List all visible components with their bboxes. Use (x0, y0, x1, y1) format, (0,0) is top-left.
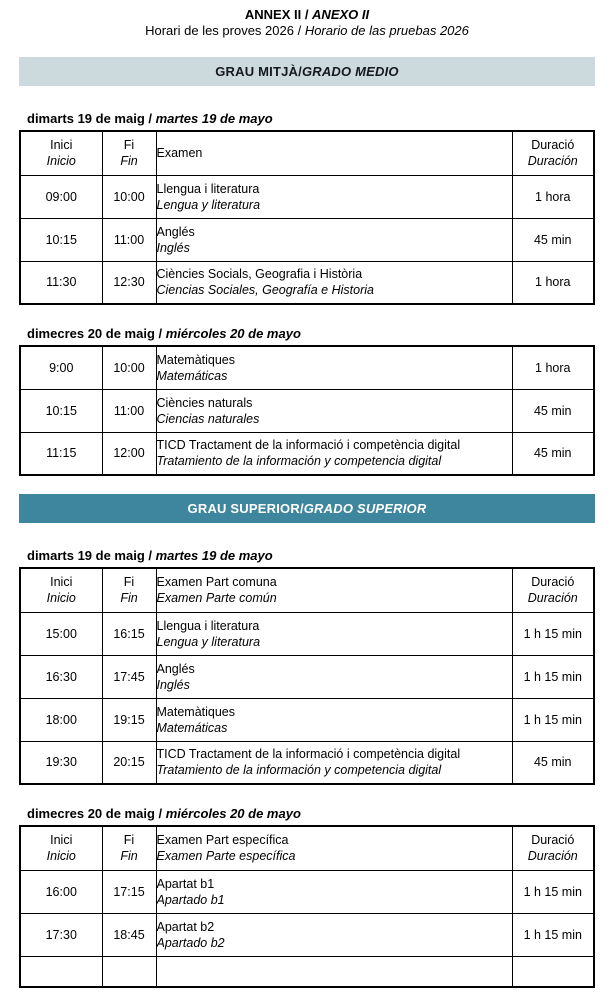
exam-name-ca: Llengua i literatura (156, 618, 260, 633)
exam-name-cell (156, 655, 512, 698)
day-heading-ca: dimecres 20 de maig (27, 806, 155, 821)
duration-cell: 45 min (512, 218, 594, 261)
document-title-es: ANEXO II (312, 7, 370, 22)
header-row (20, 826, 594, 870)
end-time-cell: 19:15 (102, 698, 156, 741)
header-row (20, 568, 594, 612)
end-header-cell-es: Fin (120, 591, 138, 606)
duration-cell: 1 h 15 min (512, 612, 594, 655)
exam-name-ca: Ciències Socials, Geografia i Història (156, 267, 363, 282)
exam-row (20, 612, 594, 655)
day-heading-es: martes 19 de mayo (155, 548, 273, 563)
start-time-cell: 11:15 (20, 432, 102, 475)
end-header-cell-ca: Fi (123, 833, 135, 848)
exam-name-ca: Anglés (156, 224, 195, 239)
end-time-cell: 11:00 (102, 389, 156, 432)
end-time-cell: 10:00 (102, 175, 156, 218)
section-banner-separator: / (299, 501, 304, 516)
exam-schedule-table (19, 567, 595, 785)
document-subtitle (19, 23, 595, 39)
day-heading-separator: / (144, 111, 156, 126)
day-heading (27, 326, 595, 341)
end-time-cell: 12:00 (102, 432, 156, 475)
start-header-cell-ca: Inici (50, 138, 73, 153)
exam-name-ca: TICD Tractament de la informació i competència digital (156, 438, 461, 453)
exam-name-cell (156, 218, 512, 261)
end-header-cell-es: Fin (120, 849, 138, 864)
exam-header-cell-es: Examen Parte específica (156, 849, 296, 864)
exam-name-ca: Ciències naturals (156, 395, 253, 410)
end-time-cell: 17:45 (102, 655, 156, 698)
start-header-cell-ca: Inici (50, 575, 73, 590)
start-time-cell: 09:00 (20, 175, 102, 218)
day-heading-separator: / (144, 548, 156, 563)
exam-row (20, 741, 594, 784)
exam-row (20, 432, 594, 475)
exam-name-cell (156, 612, 512, 655)
end-header-cell-es: Fin (120, 154, 138, 169)
exam-name-ca: Apartat b1 (156, 876, 215, 891)
document-subtitle-ca: Horari de les proves 2026 (145, 23, 294, 38)
document-subtitle-es: Horario de las pruebas 2026 (304, 23, 469, 38)
duration-header-cell-ca: Duració (531, 138, 575, 153)
exam-name-es: Tratamiento de la información y competencia digital (156, 763, 442, 778)
start-time-cell: 16:30 (20, 655, 102, 698)
day-heading-separator: / (154, 326, 166, 341)
exam-name-es: Inglés (156, 240, 190, 255)
start-header-cell (20, 131, 102, 175)
end-header-cell (102, 826, 156, 870)
duration-cell: 1 hora (512, 175, 594, 218)
exam-row (20, 870, 594, 913)
exam-name-es: Apartado b2 (156, 935, 225, 950)
end-time-cell: 18:45 (102, 913, 156, 956)
exam-header-cell (156, 826, 512, 870)
exam-name-cell (156, 870, 512, 913)
start-time-cell: 18:00 (20, 698, 102, 741)
end-time-cell: 10:00 (102, 346, 156, 389)
duration-cell: 1 h 15 min (512, 698, 594, 741)
day-heading-ca: dimecres 20 de maig (27, 326, 155, 341)
start-time-cell: 11:30 (20, 261, 102, 304)
exam-schedule-table (19, 345, 595, 476)
duration-cell: 1 h 15 min (512, 913, 594, 956)
exam-header-cell (156, 131, 512, 175)
document-title-ca: ANNEX II (244, 7, 302, 22)
day-heading-es: martes 19 de mayo (155, 111, 273, 126)
exam-header-cell-es: Examen Parte común (156, 591, 277, 606)
section-banner-label-ca: GRAU SUPERIOR (187, 501, 300, 516)
duration-cell: 1 hora (512, 261, 594, 304)
exam-row (20, 389, 594, 432)
exam-row (20, 655, 594, 698)
exam-row (20, 698, 594, 741)
exam-name-es: Inglés (156, 677, 190, 692)
section-banner (19, 494, 595, 523)
duration-header-cell (512, 131, 594, 175)
exam-schedule-table (19, 825, 595, 988)
exam-name-es: Apartado b1 (156, 892, 225, 907)
end-time-cell: 11:00 (102, 218, 156, 261)
start-time-cell: 10:15 (20, 218, 102, 261)
duration-header-cell-ca: Duració (531, 575, 575, 590)
duration-cell: 1 hora (512, 346, 594, 389)
exam-name-cell (156, 432, 512, 475)
day-heading-ca: dimarts 19 de maig (27, 111, 145, 126)
day-heading-es: miércoles 20 de mayo (165, 806, 301, 821)
end-time-cell: 16:15 (102, 612, 156, 655)
exam-name-ca: TICD Tractament de la informació i competència digital (156, 747, 461, 762)
exam-name-ca: Matemàtiques (156, 704, 236, 719)
end-time-cell (102, 956, 156, 987)
start-time-cell (20, 956, 102, 987)
exam-name-es: Matemáticas (156, 720, 228, 735)
sections-container (19, 57, 595, 988)
exam-header-cell-ca: Examen Part específica (156, 833, 289, 848)
end-header-cell (102, 131, 156, 175)
start-header-cell-es: Inicio (46, 154, 76, 169)
exam-name-cell (156, 261, 512, 304)
exam-schedule-table (19, 130, 595, 305)
exam-name-cell (156, 389, 512, 432)
exam-name-cell (156, 175, 512, 218)
exam-name-cell (156, 698, 512, 741)
day-heading-separator: / (154, 806, 166, 821)
exam-name-cell (156, 741, 512, 784)
duration-cell (512, 956, 594, 987)
exam-name-ca: Matemàtiques (156, 352, 236, 367)
duration-header-cell-es: Duración (527, 849, 578, 864)
start-header-cell (20, 568, 102, 612)
end-time-cell: 20:15 (102, 741, 156, 784)
day-heading (27, 111, 595, 126)
duration-cell: 45 min (512, 389, 594, 432)
exam-row (20, 913, 594, 956)
start-time-cell: 15:00 (20, 612, 102, 655)
exam-name-es: Matemáticas (156, 368, 228, 383)
section-banner (19, 57, 595, 86)
start-time-cell: 9:00 (20, 346, 102, 389)
end-header-cell (102, 568, 156, 612)
exam-name-cell (156, 346, 512, 389)
header-row (20, 131, 594, 175)
start-header-cell (20, 826, 102, 870)
duration-header-cell-es: Duración (527, 591, 578, 606)
start-header-cell-es: Inicio (46, 849, 76, 864)
start-header-cell-es: Inicio (46, 591, 76, 606)
exam-name-es: Tratamiento de la información y competencia digital (156, 454, 442, 469)
day-heading-es: miércoles 20 de mayo (165, 326, 301, 341)
exam-name-ca: Llengua i literatura (156, 181, 260, 196)
exam-name-cell (156, 956, 512, 987)
start-time-cell: 16:00 (20, 870, 102, 913)
start-header-cell-ca: Inici (50, 833, 73, 848)
end-time-cell: 12:30 (102, 261, 156, 304)
duration-header-cell (512, 568, 594, 612)
exam-name-es: Lengua y literatura (156, 634, 261, 649)
day-heading-ca: dimarts 19 de maig (27, 548, 145, 563)
start-time-cell: 10:15 (20, 389, 102, 432)
document-title-separator: / (301, 7, 313, 22)
exam-name-es: Ciencias Sociales, Geografía e Historia (156, 283, 374, 298)
exam-header-cell-ca: Examen Part comuna (156, 575, 277, 590)
day-heading (27, 548, 595, 563)
exam-row (20, 218, 594, 261)
end-header-cell-ca: Fi (123, 138, 135, 153)
exam-row (20, 261, 594, 304)
exam-name-cell (156, 913, 512, 956)
section-banner-label-es: GRADO SUPERIOR (303, 501, 427, 516)
exam-row (20, 175, 594, 218)
day-heading (27, 806, 595, 821)
exam-header-cell-ca: Examen (156, 146, 203, 161)
document-subtitle-separator: / (293, 23, 305, 38)
duration-cell: 1 h 15 min (512, 655, 594, 698)
exam-row (20, 956, 594, 987)
duration-cell: 45 min (512, 741, 594, 784)
exam-header-cell (156, 568, 512, 612)
end-time-cell: 17:15 (102, 870, 156, 913)
section-banner-separator: / (298, 64, 302, 79)
duration-header-cell-es: Duración (527, 154, 578, 169)
end-header-cell-ca: Fi (123, 575, 135, 590)
exam-name-ca: Apartat b2 (156, 919, 215, 934)
duration-cell: 45 min (512, 432, 594, 475)
start-time-cell: 19:30 (20, 741, 102, 784)
exam-name-ca: Anglés (156, 661, 195, 676)
document-title (19, 7, 595, 23)
section-banner-label-es: GRADO MEDIO (301, 64, 399, 79)
duration-header-cell (512, 826, 594, 870)
exam-row (20, 346, 594, 389)
start-time-cell: 17:30 (20, 913, 102, 956)
exam-name-es: Lengua y literatura (156, 197, 261, 212)
duration-header-cell-ca: Duració (531, 833, 575, 848)
section-banner-label-ca: GRAU MITJÀ (215, 64, 299, 79)
duration-cell: 1 h 15 min (512, 870, 594, 913)
exam-name-es: Ciencias naturales (156, 411, 260, 426)
